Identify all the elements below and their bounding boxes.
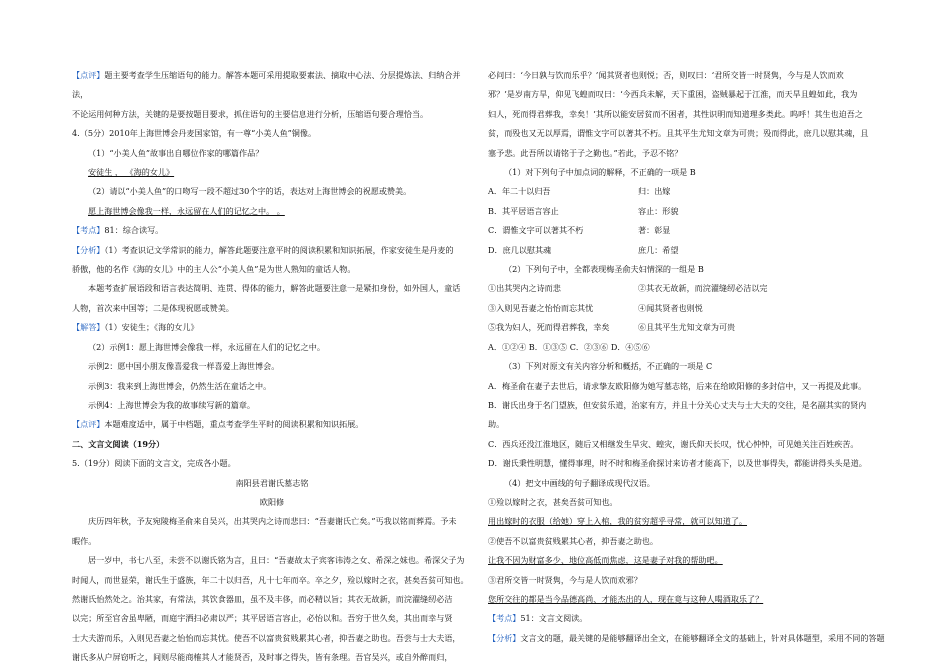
text-line: 暇作。 (72, 535, 97, 546)
text-line: 居一岁中，书七八至，未尝不以谢氏铭为言，且曰：“吾妻故太子宾客讳涛之女、希深之妹也。希深父子为 (88, 555, 465, 566)
text-line: 本题考查扩展语段和语言表达简明、连贯、得体的能力，解答此题要注意一是紧扣身份，如外国人，童话 (88, 283, 461, 294)
text-line: ②使吾不以富贵贫贱累其心者，抑吾妻之助也。 (488, 535, 658, 546)
left-column (72, 66, 472, 668)
option-gloss: ②其衣无故新，而浣濯缝纫必洁以完 (638, 283, 768, 294)
text-line: 安徒生 ， 《海的女儿》 (88, 167, 175, 178)
section-tag: 【点评】 (72, 419, 105, 430)
text-line: 士大夫游而乐，入则见吾妻之怡怡而忘其忧。使吾不以富贵贫贱累其心者，抑吾妻之助也。吾尝与士大夫语， (72, 632, 461, 643)
text-line: 您所交往的都是当今品德高尚、才能杰出的人，现在竟与这种人喝酒取乐了？ (488, 593, 764, 604)
text-line (488, 609, 890, 628)
option-text: ①出其哭内之诗而悲 (488, 283, 561, 294)
text-line: 必问曰：‘今日孰与饮而乐乎？’闻其贤者也则悦；否，则叹曰：‘君所交皆一时贤隽，今与是人饮而欢 (488, 70, 844, 80)
text-line: 人物，首次来中国等；二是体现祝愿或赞美。 (72, 302, 234, 313)
text-line: 南阳县君谢氏墓志铭 (235, 477, 309, 488)
section-text: （1）安徒生；《海的女儿》 (104, 322, 199, 333)
option-gloss: ⑥且其平生尤知文章为可贵 (638, 322, 736, 333)
text-line: （2）示例1：愿上海世博会像我一样，永远留在人们的记忆之中。 (88, 341, 325, 352)
option-gloss: 著：彰显 (638, 225, 671, 236)
text-line: ③君所交皆一时贤隽，今与是人饮而欢邪？ (488, 574, 642, 585)
text-line: 庆历四年秋，予友宛陵梅圣俞来自吴兴，出其哭内之诗而悲曰：“吾妻谢氏亡矣。”丐我以铭而葬焉。予未 (88, 516, 457, 527)
section-text: 本题难度适中，属于中档题，重点考查学生平时的阅读积累和知识拓展。 (104, 419, 364, 430)
text-line: 让我不因为财富多少、地位高低而焦虑，这是妻子对我的帮助吧。 (488, 555, 723, 566)
text-line: B．谢氏出身于名门望族，但安贫乐道，治家有方，并且十分关心丈夫与士大夫的交往，是名副其实的贤内 (488, 399, 867, 410)
text-line: （2）请以“小美人鱼”的口吻写一段不超过30个字的话，表达对上海世博会的祝愿或赞美。 (88, 186, 412, 197)
text-line: （4）把文中画线的句子翻译成现代汉语。 (504, 477, 655, 488)
text-line: 示例4：上海世博会为我的故事续写新的篇章。 (88, 399, 256, 410)
section-text: 81：综合读写。 (104, 225, 164, 236)
text-line: 骄傲，他的名作《海的女儿》中的主人公“小美人鱼”是为世人熟知的童话人物。 (72, 264, 356, 275)
option-row (488, 279, 890, 298)
section-tag: 【解答】 (72, 322, 105, 333)
option-gloss: 容止：形貌 (638, 205, 679, 216)
option-text: A．年二十以归吾 (488, 186, 551, 197)
text-line: A．①②④ B．①③⑤ C．②③⑥ D．④⑤⑥ (488, 341, 650, 352)
text-line: 然谢氏怡然处之。治其家，有常法，其饮食器皿，虽不及丰侈，而必精以旨；其衣无故新，而浣濯缝纫必洁 (72, 593, 453, 604)
text-line: A．梅圣俞在妻子去世后，请求挚友欧阳修为她写墓志铭，后来在给欧阳修的多封信中，又一再提及此事。 (488, 380, 867, 391)
option-row (488, 299, 890, 318)
section-tag: 【考点】 (488, 613, 521, 624)
text-line: D．谢氏秉性明慧，懂得事理，时不时和梅圣俞探讨来访者才能高下，以及世事得失，都能讲得头头是道。 (488, 458, 867, 469)
text-line: 二、文言文阅读（19分） (72, 438, 165, 449)
section-text: （1）考查识记文学常识的能力，解答此题要注意平时的阅读积累和知识拓展，作家安徒生是丹麦的 (104, 244, 454, 255)
text-line: 邪？’是岁南方旱，仰见飞蝗而叹曰：‘今西兵未解，天下重困，盗贼暴起于江淮，而天旱且蝗如此，我为 (488, 89, 858, 100)
text-line: 塞予悲。此吾所以请铭于子之勤也。”若此，予忍不铭？ (488, 147, 683, 158)
section-tag: 【点评】 (72, 70, 105, 80)
option-text: ⑤我为妇人，死而得君葬我，幸矣 (488, 322, 610, 333)
option-row (488, 241, 890, 260)
text-line (72, 66, 472, 105)
option-row (488, 221, 890, 240)
section-tag: 【分析】 (72, 244, 105, 255)
text-line: 谢氏多从户屏窃听之，间则尽能商榷其人才能贤否，及时事之得失，皆有条理。吾官吴兴，或自外醉而归， (72, 652, 453, 663)
text-line: 用出嫁时的衣服（给她）穿上入棺，我的贫穷超乎寻常，就可以知道了。 (488, 516, 748, 527)
right-column (488, 66, 890, 648)
text-line: 以完；所至官舍虽卑陋，而庭宇洒扫必肃以严；其平居语言容止，必怡以和。吾穷于世久矣，其出而幸与贤 (72, 613, 453, 624)
text-line: 贫，而殁也又无以厚焉，谓惟文字可以著其不朽。且其平生尤知文章为可贵；殁而得此，庶几以慰其魂，且 (488, 128, 869, 139)
text-line: 妇人，死而得君葬我，幸矣！’其所以能安居贫而不困者，其性识明而知道理多类此。呜呼！其生也迫吾之 (488, 108, 863, 119)
text-line: 助。 (488, 419, 505, 430)
text-line (72, 221, 472, 240)
option-gloss: 庶几：希望 (638, 244, 679, 255)
section-text: 文言文的题，最关键的是能够翻译出全文，在能够翻译全文的基础上，针对具体题型，采用不同的答题 (520, 632, 885, 643)
text-line: 时闻人，而世显荣，谢氏生于盛族，年二十以归吾，凡十七年而卒。卒之夕，殓以嫁时之衣，甚矣吾贫可知也。 (72, 574, 469, 585)
option-row (488, 202, 890, 221)
option-row (488, 318, 890, 337)
section-text: 51：文言文阅读。 (520, 613, 588, 624)
text-line: 4.（5分）2010年上海世博会丹麦国家馆，有一尊“小美人鱼”铜像。 (72, 128, 317, 139)
text-line: 示例3：我来到上海世博会，仍然生活在童话之中。 (88, 380, 272, 391)
option-text: ③入则见吾妻之怡怡而忘其忧 (488, 302, 594, 313)
text-line (72, 415, 472, 434)
text-line: （1）对下列句子中加点词的解释，不正确的一项是 B (504, 167, 696, 178)
text-line: ①殓以嫁时之衣，甚矣吾贫可知也。 (488, 496, 618, 507)
text-line: C．西兵还没江淮地区，随后又相继发生旱灾、蝗灾，谢氏仰天长叹，忧心忡忡，可见她关注百姓疾苦。 (488, 438, 859, 449)
option-text: D．庶几以慰其魂 (488, 244, 552, 255)
option-gloss: 归：出嫁 (638, 186, 671, 197)
option-row (488, 182, 890, 201)
text-line: （2）下列句子中，全都表现梅圣俞夫妇情深的一组是 B (504, 264, 704, 275)
section-text: 题主要考查学生压缩语句的能力。解答本题可采用提取要素法、摘取中心法、分层提炼法、归纳合并法， (72, 70, 461, 100)
text-line: 愿上海世博会像我一样，永远留在人们的记忆之中。 。 (88, 205, 285, 216)
text-line: （3）下列对原文有关内容分析和概括，不正确的一项是 C (504, 361, 713, 372)
option-text: B．其平居语言容止 (488, 205, 559, 216)
option-gloss: ④闻其贤者也则悦 (638, 302, 703, 313)
text-line: （1）“小美人鱼”故事出自哪位作家的哪篇作品？ (88, 147, 264, 158)
text-line (72, 241, 472, 260)
text-line: 5.（19分）阅读下面的文言文，完成各小题。 (72, 458, 236, 469)
text-line: 不论运用何种方法，关键的是要按题目要求，抓住语句的主要信息进行分析，压缩语句要合理恰当。 (72, 108, 429, 119)
section-tag: 【考点】 (72, 225, 105, 236)
text-line: 示例2：愿中国小朋友像喜爱我一样喜爱上海世博会。 (88, 361, 280, 372)
text-line: 欧阳修 (259, 496, 285, 507)
option-text: C．谓惟文字可以著其不朽 (488, 225, 584, 236)
text-line (488, 629, 890, 648)
text-line (72, 318, 472, 337)
section-tag: 【分析】 (488, 632, 521, 643)
